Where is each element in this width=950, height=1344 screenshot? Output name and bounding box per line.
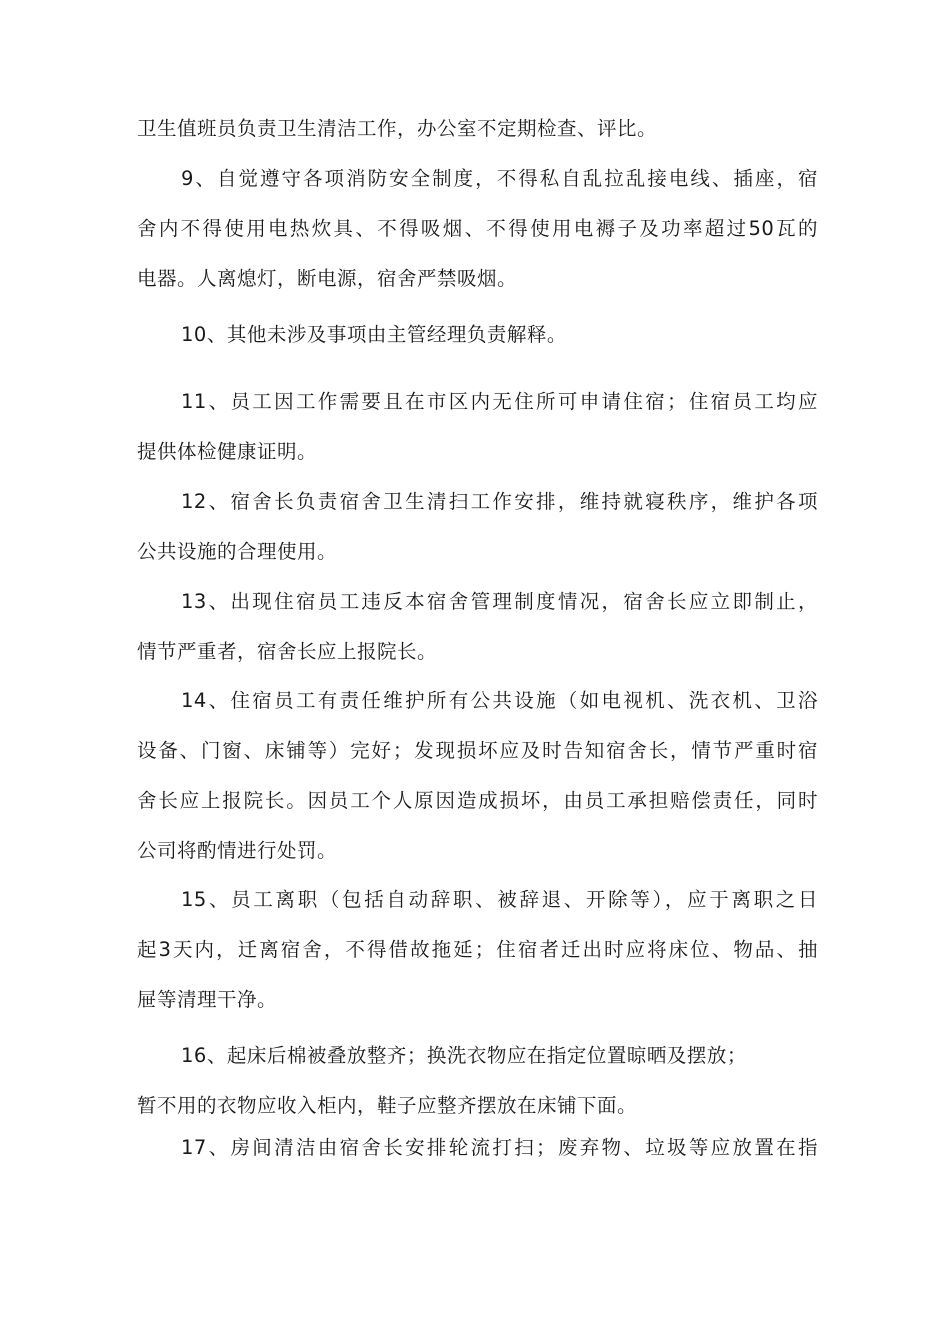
- text-line: 提供体检健康证明。: [137, 440, 318, 463]
- paragraph-17-line: 17、房间清洁由宿舍长安排轮流打扫；废弃物、垃圾等应放置在指: [181, 1136, 818, 1159]
- text-line: 公共设施的合理使用。: [137, 540, 338, 563]
- text-line: 舍内不得使用电热炊具、不得吸烟、不得使用电褥子及功率超过50瓦的: [137, 217, 818, 240]
- paragraph-16-line: 16、起床后棉被叠放整齐；换洗衣物应在指定位置晾晒及摆放；: [181, 1044, 747, 1067]
- text-line: 电器。人离熄灯，断电源，宿舍严禁吸烟。: [137, 267, 518, 290]
- text-line: 卫生值班员负责卫生清洁工作，办公室不定期检查、评比。: [137, 117, 658, 140]
- paragraph-15-line: 15、员工离职（包括自动辞职、被辞退、开除等），应于离职之日: [181, 888, 818, 911]
- text-line: 设备、门窗、床铺等）完好；发现损坏应及时告知宿舍长，情节严重时宿: [137, 739, 818, 762]
- text-line: 起3天内，迁离宿舍，不得借故拖延；住宿者迁出时应将床位、物品、抽: [137, 938, 818, 961]
- paragraph-12-line: 12、宿舍长负责宿舍卫生清扫工作安排，维持就寝秩序，维护各项: [181, 490, 818, 513]
- paragraph-11-line: 11、员工因工作需要且在市区内无住所可申请住宿；住宿员工均应: [181, 390, 818, 413]
- text-line: 暂不用的衣物应收入柜内，鞋子应整齐摆放在床铺下面。: [137, 1094, 638, 1117]
- paragraph-9-line: 9、自觉遵守各项消防安全制度，不得私自乱拉乱接电线、插座，宿: [181, 167, 818, 190]
- text-line: 情节严重者，宿舍长应上报院长。: [137, 640, 438, 663]
- text-line: 公司将酌情进行处罚。: [137, 839, 338, 862]
- paragraph-14-line: 14、住宿员工有责任维护所有公共设施（如电视机、洗衣机、卫浴: [181, 689, 818, 712]
- text-line: 屉等清理干净。: [137, 988, 278, 1011]
- paragraph-10-line: 10、其他未涉及事项由主管经理负责解释。: [181, 323, 567, 346]
- text-line: 舍长应上报院长。因员工个人原因造成损坏，由员工承担赔偿责任，同时: [137, 789, 818, 812]
- paragraph-13-line: 13、出现住宿员工违反本宿舍管理制度情况，宿舍长应立即制止，: [181, 590, 818, 613]
